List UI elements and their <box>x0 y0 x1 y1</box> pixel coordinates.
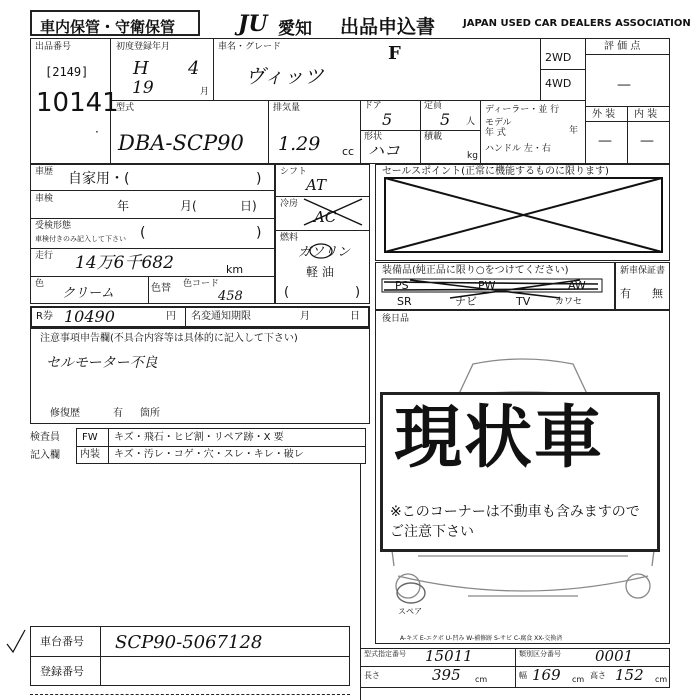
width-value: 169 <box>532 666 561 684</box>
shape-label: 形状 <box>364 132 383 142</box>
after-fit-label: 後日品 <box>382 314 410 324</box>
color-code-label: 色コード <box>183 279 220 289</box>
org-name: 愛知 <box>278 19 312 39</box>
recycle-label: R券 <box>36 311 53 322</box>
model-value: DBA-SCP90 <box>118 131 244 155</box>
storage-badge-text: 車内保管・守衛保管 <box>40 18 176 36</box>
fuel-label: 燃料 <box>280 233 299 243</box>
length-unit: cm <box>475 675 488 684</box>
chassis-label: 車台番号 <box>40 635 84 648</box>
mileage-unit: km <box>226 263 244 276</box>
reception-note: 車検付きのみ記入して下さい <box>35 235 126 243</box>
fuel-close: ) <box>355 285 361 300</box>
handle-label: ハンドル 左・右 <box>485 144 551 154</box>
warranty-no: 無 <box>652 287 663 300</box>
check-mark <box>5 628 27 654</box>
shift-label: シフト <box>280 167 308 177</box>
checker-fw-items: キズ・飛石・ヒビ割・リペア跡・X 要 <box>114 432 284 443</box>
displacement-unit: cc <box>342 145 355 158</box>
reception-close: ) <box>256 225 262 241</box>
capacity-value: 5 <box>440 110 451 129</box>
equipment-strike-marks <box>380 276 610 308</box>
category-number-value: 0001 <box>595 647 634 665</box>
capacity-label: 定員 <box>424 101 443 111</box>
interior-label: 内 装 <box>634 109 658 120</box>
length-label: 長さ <box>364 671 380 680</box>
name-change-label: 名変通知期限 <box>191 311 251 322</box>
drive-4wd: 4WD <box>545 77 572 90</box>
ac-label: 冷房 <box>280 199 299 209</box>
storage-badge <box>30 10 200 36</box>
color-code-value: 458 <box>218 289 243 304</box>
color-label: 色 <box>35 279 45 289</box>
load-label: 積載 <box>424 132 443 142</box>
lot-sub-number: [2149] <box>45 65 89 79</box>
drive-2wd: 2WD <box>545 51 572 64</box>
ac-cross-mark <box>300 195 368 229</box>
plate-label: 登録番号 <box>40 665 84 678</box>
name-change-month: 月 <box>300 311 310 322</box>
color-replace-label: 色替 <box>151 283 171 294</box>
exterior-label: 外 装 <box>592 109 616 120</box>
height-value: 152 <box>615 666 644 684</box>
spare-label: スペア <box>398 607 422 616</box>
doors-label: ドア <box>364 101 382 111</box>
lot-number-label: 出品番号 <box>35 42 72 52</box>
model-label: 型式 <box>116 103 135 113</box>
chassis-value: SCP90-5067128 <box>115 632 263 653</box>
grade-value: F <box>388 43 401 64</box>
equipment-sr: SR <box>397 295 412 308</box>
checker-inner-items: キズ・汚レ・コゲ・穴・スレ・キレ・破レ <box>114 449 304 460</box>
recycle-value: 10490 <box>64 307 115 326</box>
shape-value: ハコ <box>368 141 401 160</box>
recycle-unit: 円 <box>166 311 176 322</box>
warranty-yes: 有 <box>620 287 631 300</box>
checker-inner-label: 内装 <box>80 449 100 460</box>
form-title: 出品申込書 <box>340 16 436 38</box>
lot-dot: · <box>95 125 99 139</box>
width-label: 幅 <box>519 671 527 680</box>
reception-open: ( <box>140 225 146 241</box>
association-name: JAPAN USED CAR DEALERS ASSOCIATION <box>463 18 691 29</box>
displacement-label: 排気量 <box>273 103 301 113</box>
first-registration-label: 初度登録年月 <box>116 42 171 52</box>
interior-value: — <box>640 133 654 149</box>
equipment-ps: PS <box>395 279 409 292</box>
equipment-pw: PW <box>478 279 496 292</box>
load-unit: kg <box>467 151 478 161</box>
notes-value: セルモーター不良 <box>46 355 158 371</box>
checker-label: 検査員 <box>30 432 60 443</box>
name-change-day: 日 <box>350 311 360 322</box>
inspection-month: 月( <box>180 199 197 213</box>
registration-month: 4 <box>188 58 200 79</box>
exterior-value: — <box>598 133 612 149</box>
checker-entry-label: 記入欄 <box>30 450 60 461</box>
equipment-label: 装備品(純正品に限り○をつけてください) <box>382 265 569 276</box>
fuel-diesel: 軽 油 <box>306 265 334 279</box>
ju-logo: JU <box>238 11 268 37</box>
category-number-label: 類別区分番号 <box>519 650 561 658</box>
capacity-unit: 人 <box>466 117 476 127</box>
model-year-unit: 年 <box>569 126 579 136</box>
history-value: 自家用・( <box>68 171 130 187</box>
fuel-circle-mark <box>308 242 334 260</box>
height-label: 高さ <box>590 671 606 680</box>
spare-tire-icon <box>395 580 427 606</box>
length-value: 395 <box>432 666 461 684</box>
form-number-label: 型式指定番号 <box>364 650 406 658</box>
model-year-label: モデル 年 式 <box>485 118 512 138</box>
equipment-navi: ナビ <box>455 295 477 308</box>
checker-fw-label: FW <box>82 432 98 443</box>
lot-number: 10141 <box>36 88 119 118</box>
history-label: 車歴 <box>35 167 54 177</box>
sales-point-crossed-box <box>382 176 665 256</box>
damage-notice-title: 現状車 <box>394 399 605 478</box>
form-number-value: 15011 <box>425 647 473 665</box>
damage-legend: A-キズ E-エクボ U-凹み W-補修跡 S-サビ C-腐食 XX-交換済 <box>400 635 563 642</box>
repair-value: 有 <box>113 408 123 419</box>
registration-era: H <box>133 58 149 79</box>
inspection-label: 車検 <box>35 194 54 204</box>
repair-unit: 箇所 <box>140 408 160 419</box>
notes-label: 注意事項申告欄(不具合内容等は具体的に記入して下さい) <box>40 333 298 344</box>
car-name-label: 車名・グレード <box>218 42 282 52</box>
warranty-label: 新車保証書 <box>620 266 666 276</box>
registration-year: 19 <box>132 78 154 98</box>
width-unit: cm <box>572 675 585 684</box>
damage-notice-text: ※このコーナーは不動車も含みますのでご注意下さい <box>390 504 640 541</box>
car-name-value: ヴィッツ <box>245 64 324 88</box>
rating-label: 評 価 点 <box>604 41 641 52</box>
fuel-gasoline: ガソリン <box>298 245 351 260</box>
height-unit: cm <box>655 675 668 684</box>
dealer-label: ディーラー・並 行 <box>485 105 560 115</box>
rating-value: — <box>617 77 631 93</box>
mileage-value: 14万6千682 <box>75 253 174 273</box>
inspection-year: 年 <box>117 199 130 213</box>
reception-label: 受検形態 <box>35 221 72 231</box>
equipment-extra: カワセ <box>555 297 583 307</box>
history-close: ) <box>256 171 262 187</box>
fuel-open: ( <box>284 285 290 300</box>
repair-label: 修復歴 <box>50 408 80 419</box>
doors-value: 5 <box>382 110 393 129</box>
equipment-tv: TV <box>516 295 531 308</box>
displacement-value: 1.29 <box>278 133 321 155</box>
registration-month-unit: 月 <box>200 87 210 97</box>
mileage-label: 走行 <box>35 251 54 261</box>
inspection-day: 日) <box>240 199 257 213</box>
equipment-aw: AW <box>568 279 586 292</box>
color-value: クリーム <box>62 286 115 301</box>
shift-value: AT <box>306 176 327 194</box>
sales-point-label: セールスポイント(正常に機能するものに限ります) <box>382 166 609 177</box>
ac-value: AC <box>314 208 337 226</box>
